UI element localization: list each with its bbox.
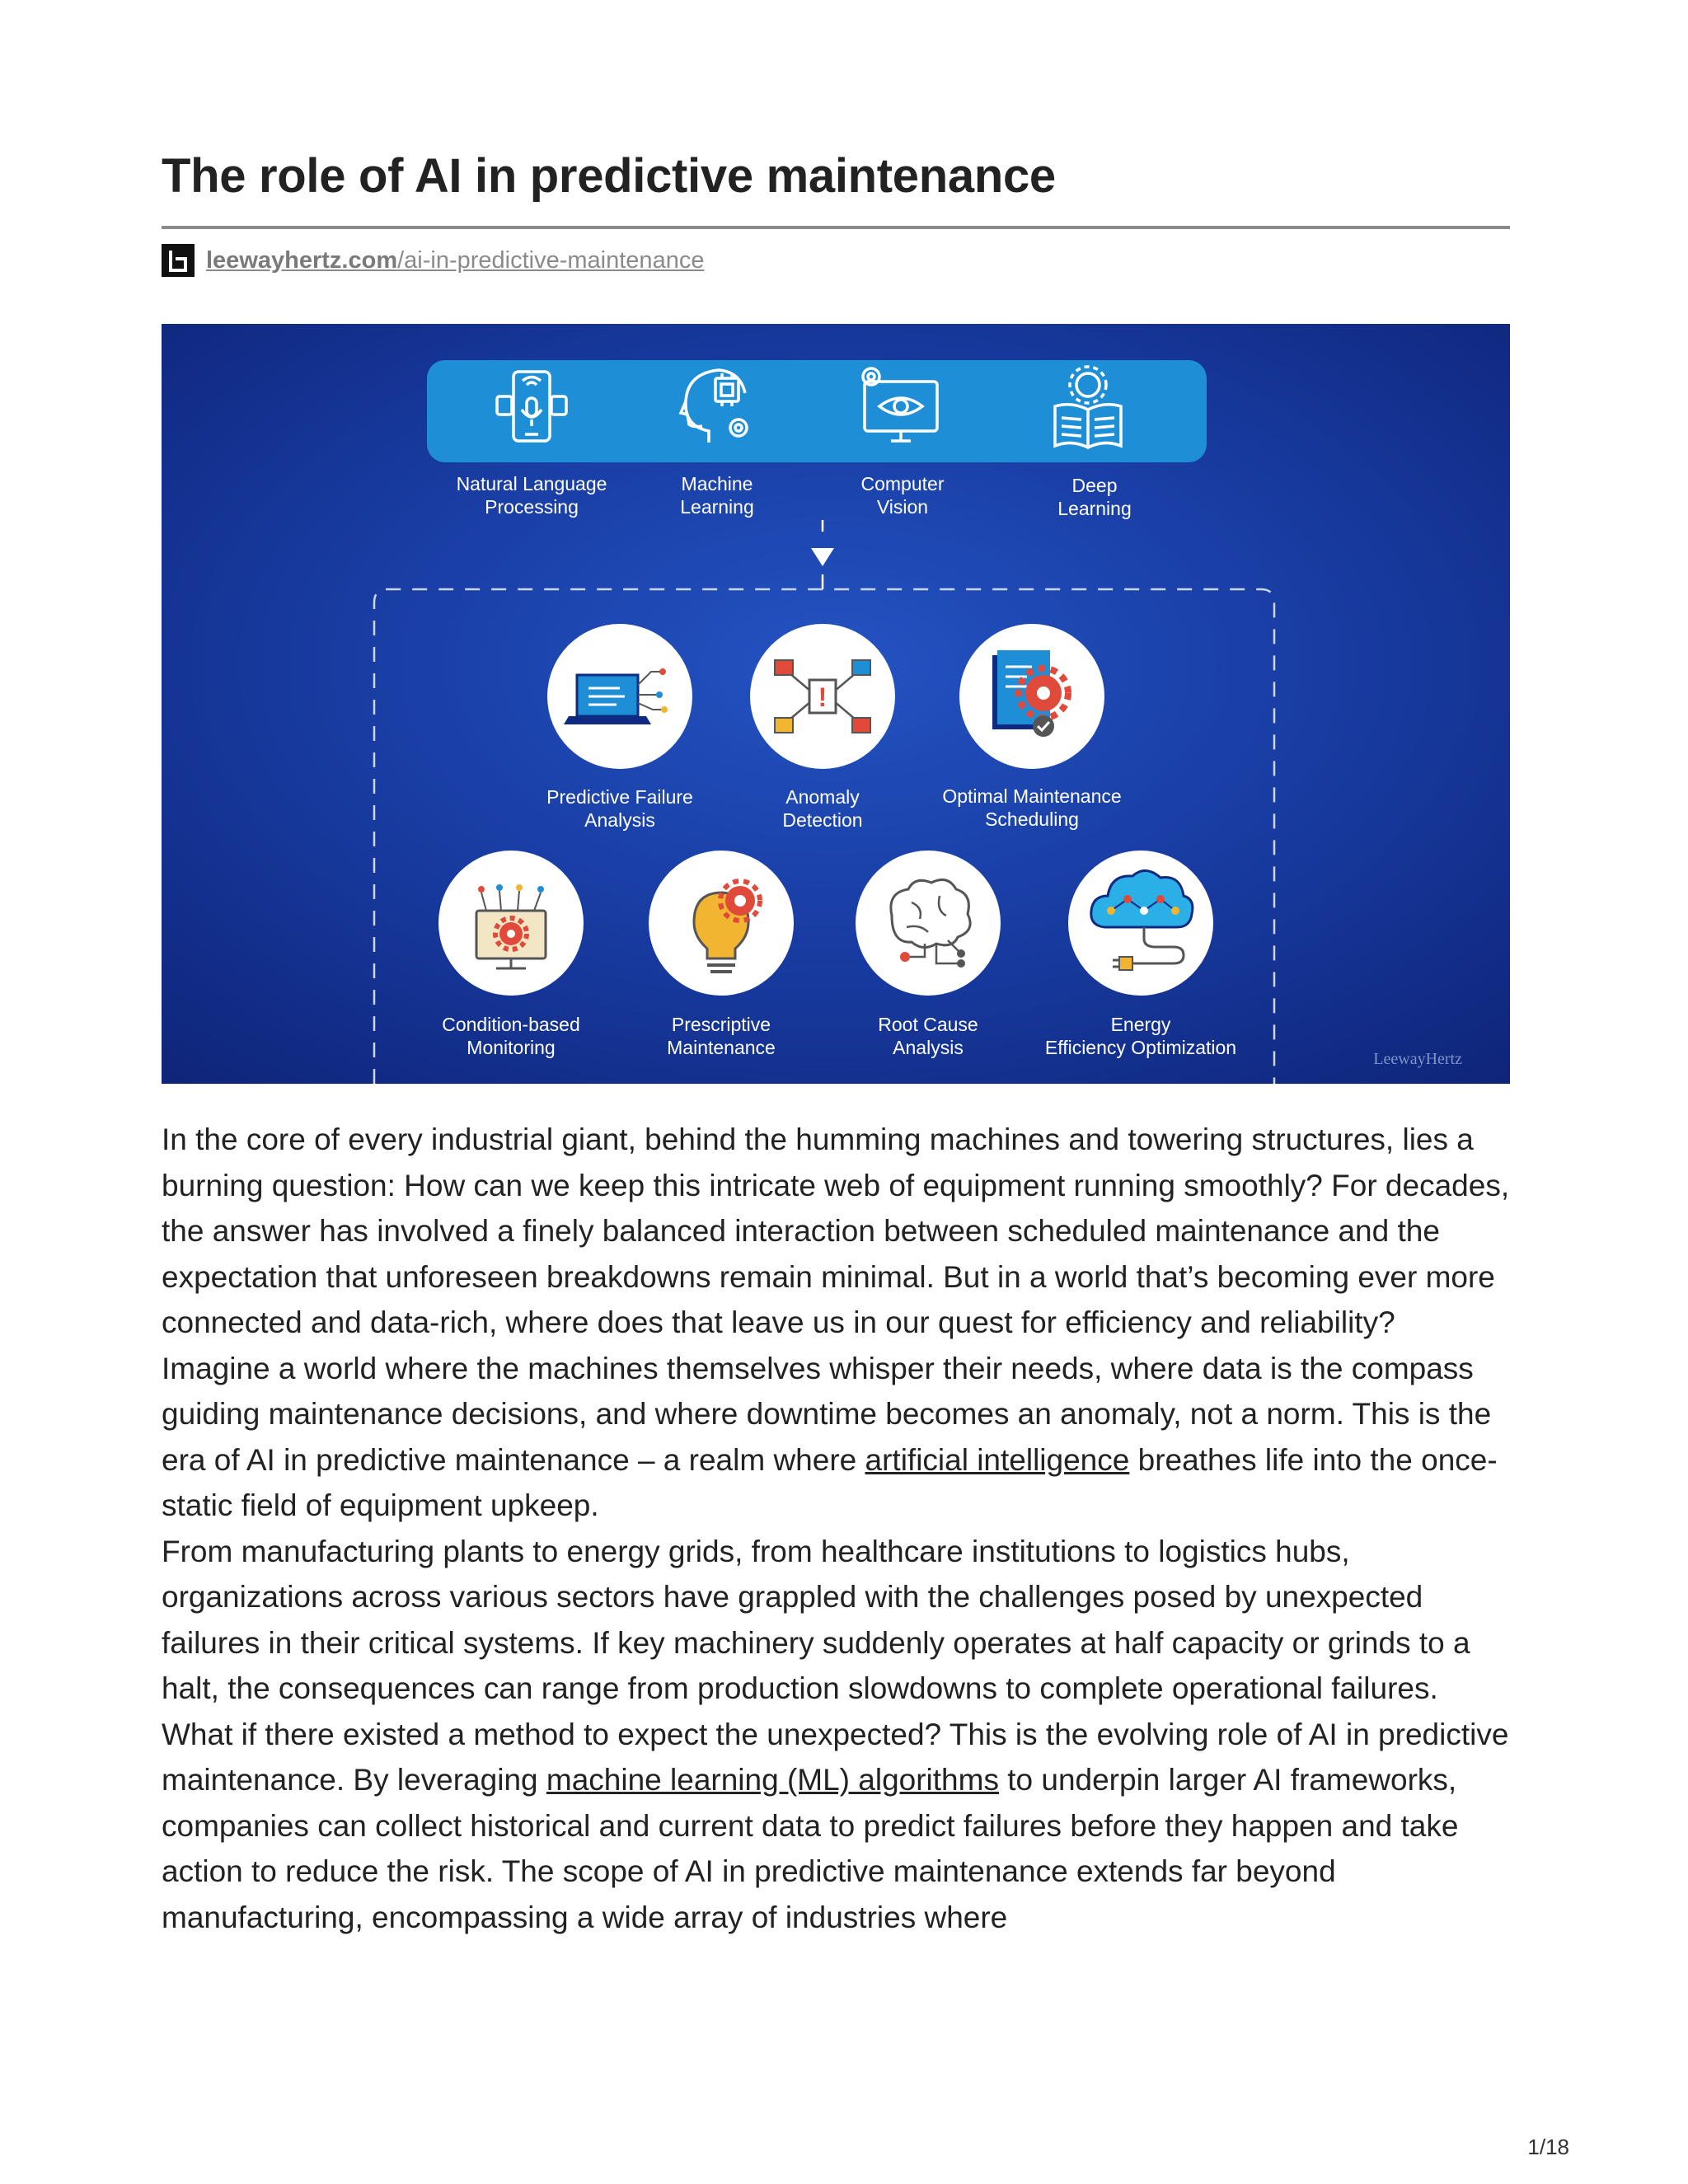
prescriptive-label-line1: Prescriptive xyxy=(671,1014,771,1035)
cv-label-line1: Computer xyxy=(860,473,945,494)
paragraph-2-text-a: Imagine a world where the machines themselves whisper their needs, where data is the compass guiding maintenance decisions, and where downtime becomes an anomaly, not a norm. This is the era of AI in predictive maintenance – a realm where xyxy=(162,1351,1492,1477)
energy-label-line2: Efficiency Optimization xyxy=(1044,1037,1237,1058)
predictive-failure-label-line2: Analysis xyxy=(584,809,655,831)
scheduling-label-line2: Scheduling xyxy=(985,808,1079,830)
article-body xyxy=(162,1117,1513,1940)
source-path: /ai-in-predictive-maintenance xyxy=(397,246,705,274)
condition-label-line1: Condition-based xyxy=(442,1014,580,1035)
source-domain: leewayhertz.com xyxy=(206,246,398,274)
svg-text:!: ! xyxy=(818,682,828,712)
nlp-label-line2: Processing xyxy=(485,496,579,518)
paragraph-3: From manufacturing plants to energy grids, from healthcare institutions to logistics hubs, organizations across various sectors have grappled with the challenges posed by unexpected failures in their critical systems. If key machinery suddenly operates at half capacity or grinds to a halt, the consequences can range from production slowdowns to complete operational failures. xyxy=(162,1534,1470,1705)
paragraph-4 xyxy=(162,1712,1513,1941)
watermark: LeewayHertz xyxy=(1373,1050,1462,1068)
condition-label-line2: Monitoring xyxy=(467,1037,556,1058)
dl-label-line1: Deep xyxy=(1071,475,1118,496)
ml-label-line2: Learning xyxy=(680,496,754,518)
source-line xyxy=(162,244,704,277)
page-number: 1/18 xyxy=(1527,2135,1569,2159)
anomaly-label-line2: Detection xyxy=(782,809,863,831)
anomaly-label-line1: Anomaly xyxy=(785,786,860,808)
paragraph-2 xyxy=(162,1346,1513,1529)
ai-maintenance-infographic xyxy=(162,324,1510,1084)
page-title: The role of AI in predictive maintenance xyxy=(162,149,1056,203)
artificial-intelligence-link[interactable]: artificial intelligence xyxy=(865,1442,1130,1477)
paragraph-2-text-b: breathes life into the once-static field of equipment upkeep. xyxy=(162,1442,1498,1522)
energy-label-line1: Energy xyxy=(1110,1014,1171,1035)
paragraph-4-text-b: to underpin larger AI frameworks, companies can collect historical and current data to predict failures before they happen and take action to reduce the risk. The scope of AI in predictive maintenance extends far beyond manufacturing, encompassing a wide array of industries where xyxy=(162,1763,1459,1934)
paragraph-4-text-a: What if there existed a method to expect the unexpected? This is the evolving role of AI in predictive maintenance. By leveraging xyxy=(162,1717,1509,1797)
source-url-link[interactable] xyxy=(206,247,704,274)
site-logo-icon xyxy=(162,244,195,277)
root-cause-label-line2: Analysis xyxy=(893,1037,964,1058)
nlp-label-line1: Natural Language xyxy=(456,473,607,494)
predictive-failure-label-line1: Predictive Failure xyxy=(546,786,693,808)
scheduling-label-line1: Optimal Maintenance xyxy=(942,785,1122,807)
prescriptive-label-line2: Maintenance xyxy=(667,1037,776,1058)
dl-label-line2: Learning xyxy=(1057,498,1132,519)
ml-label-line1: Machine xyxy=(681,473,753,494)
root-cause-label-line1: Root Cause xyxy=(878,1014,978,1035)
title-divider xyxy=(162,226,1510,229)
cv-label-line2: Vision xyxy=(876,496,929,518)
machine-learning-link[interactable]: machine learning (ML) algorithms xyxy=(546,1763,999,1797)
paragraph-1: In the core of every industrial giant, behind the humming machines and towering structures, lies a burning question: How can we keep this intricate web of equipment running smoothly? For decades, the answer has involved a finely balanced interaction between scheduled maintenance and the expectation that unforeseen breakdowns remain minimal. But in a world that’s becoming ever more connected and data-rich, where does that leave us in our quest for efficiency and reliability? xyxy=(162,1122,1510,1339)
